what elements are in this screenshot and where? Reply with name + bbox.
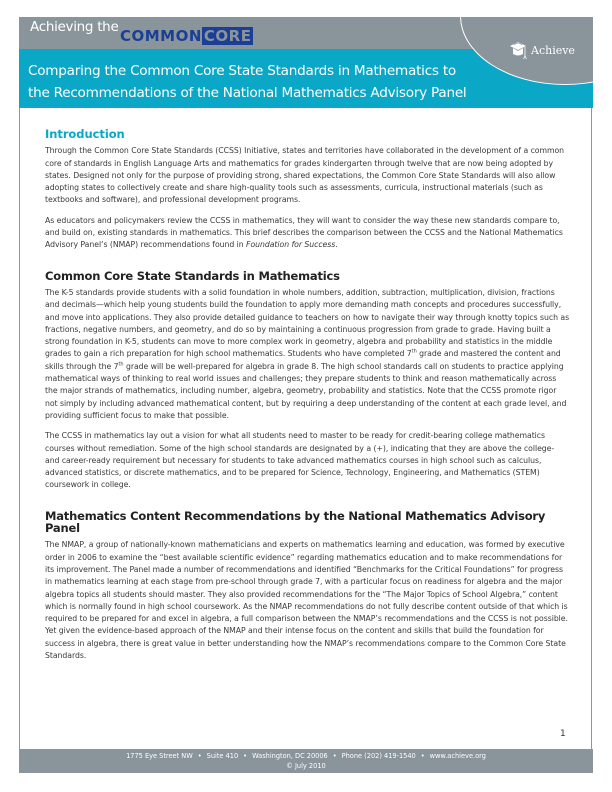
introduction-paragraph-1: Through the Common Core State Standards (CCSS) Initiative, states and territories have collaborated in the development of a common core of standards in English Language Arts and mathematics for grades kindergarten through twelve that are now being adopted by states. Designed not only for the purpose of providing strong, shared expectations, the Common Core State Standards will also allow adopting states to collectively create and share high-quality tools such as assessments, curricula, instructional materials (such as textbooks and software), and professional development programs. <box>45 146 565 205</box>
footer-suite: Suite 410 <box>206 752 239 760</box>
ordinal-suffix: th <box>411 348 417 355</box>
brand-core: CORE <box>203 27 252 45</box>
brand-common: COMMON <box>120 27 202 45</box>
ccss-text-c: grade will be well-prepared for algebra in grade 8. The high school standards call on students to practice applying mathematical ways of thinking to real world issues and challenges; they prepare students to think and reason mathematically across the major strands of mathematics, including number, algebra, geometry, probability and statistics. Note that the CCSS promote rigor not simply by including advanced mathematical content, but by requiring a deep understanding of the content at each grade level, and providing sufficient focus to make that possible. <box>45 361 567 420</box>
ccss-text-a: The K-5 standards provide students with a solid foundation in whole numbers, addition, subtraction, multiplication, division, fractions and decimals—which help young students build the foundation to apply more demanding math concepts and procedures successfully, and move into applications. They also provide detailed guidance to teachers on how to navigate their way through knotty topics such as fractions, negative numbers, and geometry, and do so by maintaining a continuous progression from grade to grade. Having built a strong foundation in K-5, students can move to more complex work in geometry, algebra and probability and statistics in the middle grades to gain a rich preparation for high school mathematics. Students who have completed 7 <box>45 287 570 359</box>
bullet-separator: • <box>332 752 337 760</box>
ccss-paragraph-1 <box>45 287 570 422</box>
nmap-heading: Mathematics Content Recommendations by the National Mathematics Advisory Panel <box>45 508 546 536</box>
bullet-separator: • <box>243 752 248 760</box>
brand-common-core <box>120 27 253 45</box>
ccss-heading: Common Core State Standards in Mathematics <box>45 268 340 283</box>
document-body <box>45 128 570 670</box>
bullet-separator: • <box>420 752 425 760</box>
introduction-paragraph-2 <box>45 215 570 252</box>
achieve-logo[interactable] <box>509 40 575 60</box>
footer-website-link[interactable]: www.achieve.org <box>429 752 486 760</box>
ccss-text-b: grade and mastered the content and skills through the 7 <box>45 349 561 371</box>
ccss-paragraph-2: The CCSS in mathematics lay out a vision for what all students need to master to be ready for credit-bearing college mathematics courses without remediation. Some of the high school standards are designated by a (+), indicating that they are above the college- and career-ready requirement but necessary for students to take advanced mathematics courses in high school such as calculus, advanced statistics, or discrete mathematics, and to be prepared for Science, Technology, Engineering, and Mathematics (STEM) coursework in college. <box>45 431 555 490</box>
brand-prefix: Achieving the <box>30 19 119 35</box>
bullet-separator: • <box>197 752 202 760</box>
nmap-paragraph-1: The NMAP, a group of nationally-known mathematicians and experts on mathematics learning and education, was formed by executive order in 2006 to examine the “best available scientific evidence” regarding mathematics education and to make recommendations for its improvement. The Panel made a number of recommendations and identified “Benchmarks for the Critical Foundations” for progress in mathematics learning at each stage from pre-school through grade 7, with a particular focus on readiness for algebra and the major algebra topics all students should master. They also provided recommendations for the “The Major Topics of School Algebra,” content which is normally found in high school coursework. As the NMAP recommendations do not fully describe content outside of that which is required to be prepared for and excel in algebra, a full comparison between the NMAP’s recommendations and the CCSS is not possible. Yet given the evidence-based approach of the NMAP and their intense focus on the content and skills that build the foundation for success in algebra, there is great value in better understanding how the NMAP’s recommendations compare to the Common Core State Standards. <box>45 540 568 660</box>
page-number: 1 <box>560 729 566 739</box>
footer-copyright: © July 2010 <box>286 762 326 770</box>
introduction-text: As educators and policymakers review the CCSS in mathematics, they will want to consider the way these new standards compare to, and build on, existing standards in mathematics. This brief describes the comparison between the CCSS and the National Mathematics Advisory Panel’s (NMAP) recommendations found in <box>45 215 563 250</box>
footer-contact-line <box>19 751 593 761</box>
footer-city: Washington, DC 20006 <box>252 752 328 760</box>
document-title-line-2: the Recommendations of the National Mathematics Advisory Panel <box>28 85 467 101</box>
foundation-for-success-title: Foundation for Success <box>246 240 336 250</box>
footer-phone: Phone (202) 419-1540 <box>341 752 416 760</box>
graduation-cap-icon <box>509 40 527 60</box>
introduction-heading: Introduction <box>45 127 125 141</box>
footer-address: 1775 Eye Street NW <box>126 752 193 760</box>
document-title-line-1: Comparing the Common Core State Standards in Mathematics to <box>28 63 456 79</box>
logo-text: Achieve <box>531 43 575 57</box>
brand-banner <box>30 19 252 45</box>
introduction-text-end: . <box>335 240 338 250</box>
footer <box>19 749 593 773</box>
ordinal-suffix: th <box>118 361 124 368</box>
